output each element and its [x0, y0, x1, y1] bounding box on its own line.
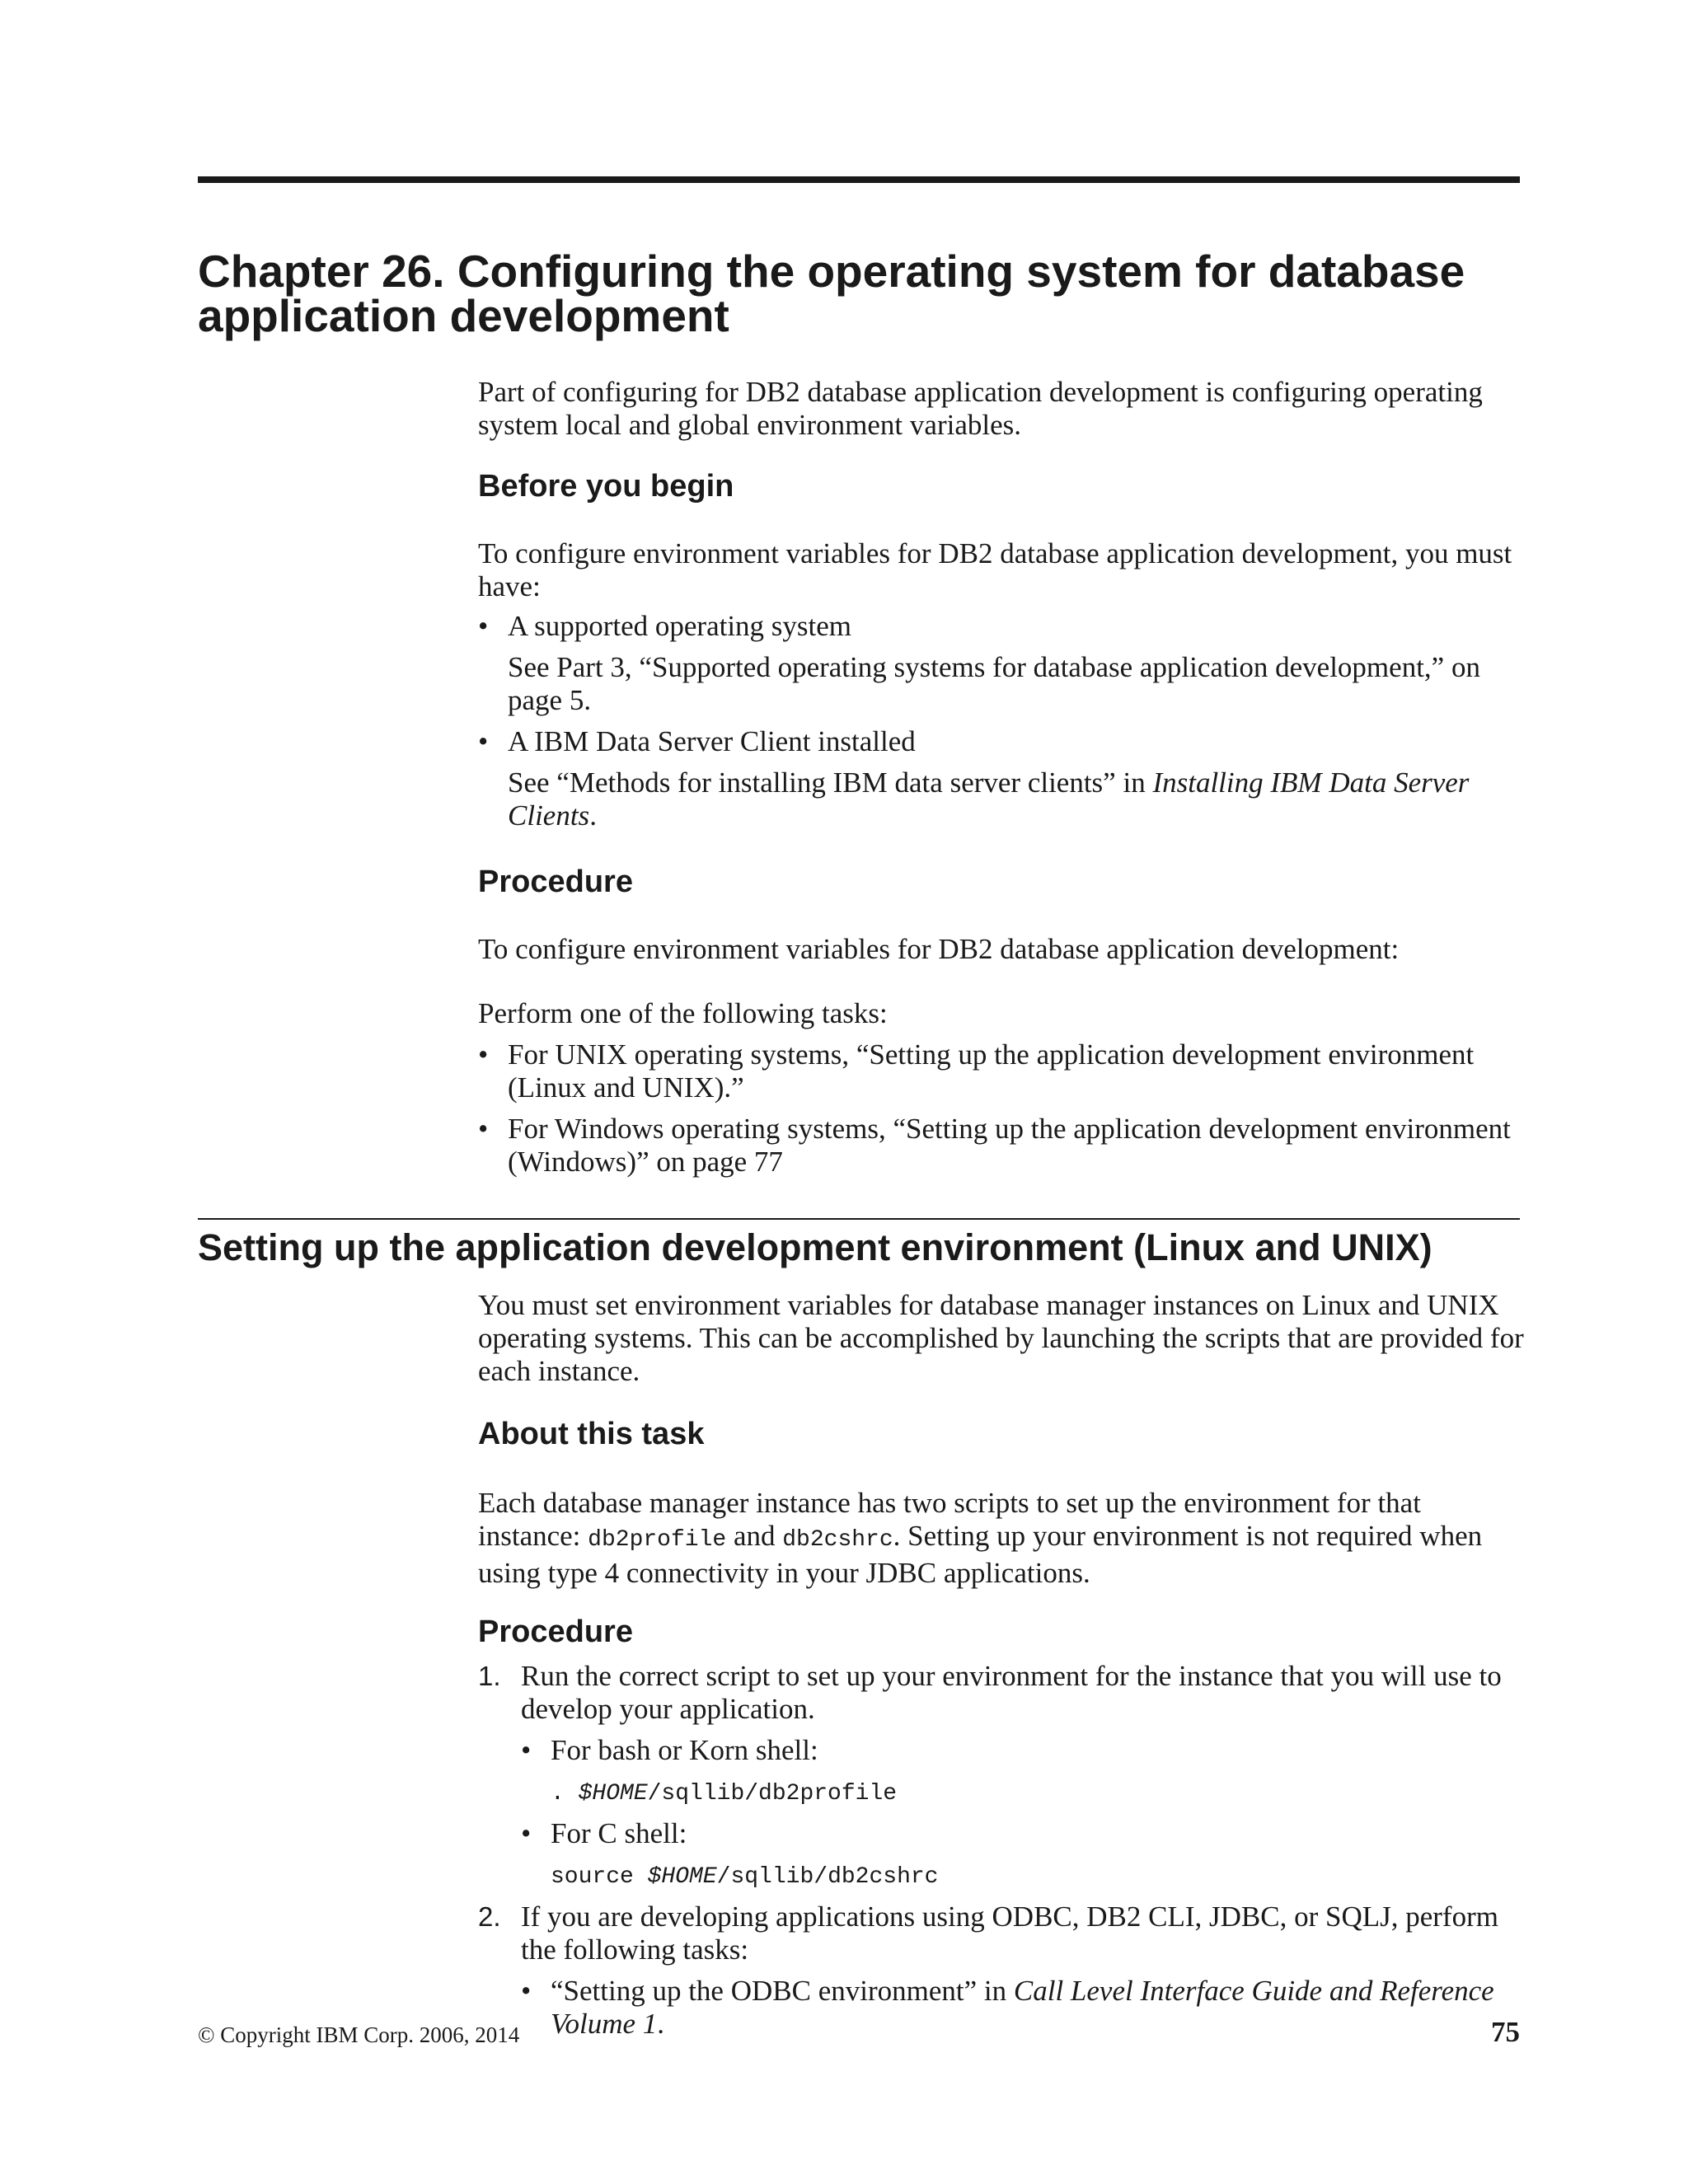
- command-text: source: [551, 1864, 648, 1890]
- requirement-detail-suffix: .: [589, 799, 597, 832]
- procedure-heading: Procedure: [478, 1615, 633, 1649]
- task-text: For UNIX operating systems, “Setting up the application development environment (Linux and UNIX).”: [508, 1038, 1475, 1104]
- step-text: If you are developing applications using ODBC, DB2 CLI, JDBC, or SQLJ, perform the following tasks:: [521, 1900, 1498, 1966]
- setup-list: [521, 1975, 1525, 2041]
- copyright-notice: © Copyright IBM Corp. 2006, 2014: [198, 2022, 520, 2047]
- command-text: /sqllib/db2cshrc: [716, 1864, 939, 1890]
- command-line: [551, 1774, 1525, 1811]
- about-task-text: [478, 1487, 1525, 1590]
- section-intro-text: You must set environment variables for database manager instances on Linux and UNIX operating systems. This can be accomplished by launching the scripts that are provided for each instance.: [478, 1289, 1524, 1387]
- shell-list: [521, 1734, 1525, 1894]
- about-task-heading: About this task: [478, 1417, 705, 1451]
- about-task-body: [478, 1487, 1525, 1590]
- before-you-begin-heading: Before you begin: [478, 469, 734, 504]
- chapter-intro-text: Part of configuring for DB2 database application development is configuring operating system local and global environment variables.: [478, 376, 1483, 441]
- setup-text: .: [657, 2008, 665, 2040]
- code-db2cshrc: db2cshrc: [782, 1527, 893, 1553]
- list-item: [478, 725, 1525, 832]
- procedure-steps: [478, 1660, 1525, 2041]
- procedure-lead: To configure environment variables for DB2 database application development:: [478, 933, 1400, 965]
- command-line: [551, 1857, 1525, 1894]
- requirement-detail-prefix: See “Methods for installing IBM data server clients” in: [508, 766, 1153, 799]
- list-item: [521, 1817, 1525, 1894]
- list-item: [478, 1900, 1525, 2041]
- book-title: Installing IBM Data Server Clients: [508, 766, 1470, 832]
- command-text: .: [551, 1781, 579, 1807]
- before-you-begin-body: [478, 537, 1525, 832]
- book-title: Call Level Interface Guide and Reference Volume 1: [551, 1975, 1494, 2040]
- requirements-list: [478, 610, 1525, 832]
- about-text-part: and: [726, 1520, 783, 1552]
- command-variable: $HOME: [647, 1864, 717, 1890]
- steps-list: [478, 1660, 1525, 2041]
- requirement-detail: See Part 3, “Supported operating systems for database application development,” on page 5.: [508, 651, 1480, 716]
- procedure-body: [478, 933, 1525, 1179]
- requirement-detail: [508, 766, 1525, 832]
- procedure-heading: Procedure: [478, 865, 633, 899]
- section-intro: [478, 1289, 1525, 1388]
- step-number: 2.: [478, 1901, 501, 1932]
- list-item: [521, 1734, 1525, 1811]
- code-db2profile: db2profile: [588, 1527, 727, 1553]
- task-list: [478, 1038, 1525, 1179]
- chapter-top-rule: [198, 176, 1520, 183]
- about-text-part: . Setting up your environment is not required when using type 4 connectivity in your JDBC applications.: [478, 1520, 1483, 1589]
- chapter-title: [198, 246, 1533, 341]
- list-item: [478, 610, 1525, 717]
- setup-text: “Setting up the ODBC environment” in: [551, 1975, 1014, 2007]
- page-number: 75: [1491, 2016, 1520, 2048]
- command-text: /sqllib/db2profile: [647, 1781, 898, 1807]
- shell-label: For C shell:: [551, 1817, 687, 1849]
- list-item: [478, 1660, 1525, 1894]
- list-item: [478, 1113, 1525, 1179]
- requirement-label: A supported operating system: [508, 610, 852, 642]
- step-text: Run the correct script to set up your environment for the instance that you will use to develop your application.: [521, 1660, 1502, 1725]
- step-number: 1.: [478, 1661, 501, 1691]
- about-text-part: Each database manager instance has two scripts to set up the environment for that instance:: [478, 1487, 1421, 1552]
- section-title: Setting up the application development environment (Linux and UNIX): [198, 1226, 1432, 1268]
- list-item: [521, 1975, 1525, 2041]
- command-variable: $HOME: [578, 1781, 648, 1807]
- requirement-label: A IBM Data Server Client installed: [508, 725, 916, 757]
- shell-label: For bash or Korn shell:: [551, 1734, 818, 1766]
- procedure-lead2: Perform one of the following tasks:: [478, 997, 888, 1029]
- before-you-begin-lead: To configure environment variables for DB2 database application development, you must have:: [478, 537, 1512, 602]
- list-item: [478, 1038, 1525, 1104]
- section-rule: [198, 1218, 1520, 1220]
- chapter-intro: [478, 376, 1525, 442]
- chapter-title-line2: application development: [198, 290, 729, 341]
- task-text: For Windows operating systems, “Setting up the application development environment (Windows)” on page 77: [508, 1113, 1511, 1178]
- chapter-title-line1: Chapter 26. Configuring the operating system for database: [198, 246, 1465, 297]
